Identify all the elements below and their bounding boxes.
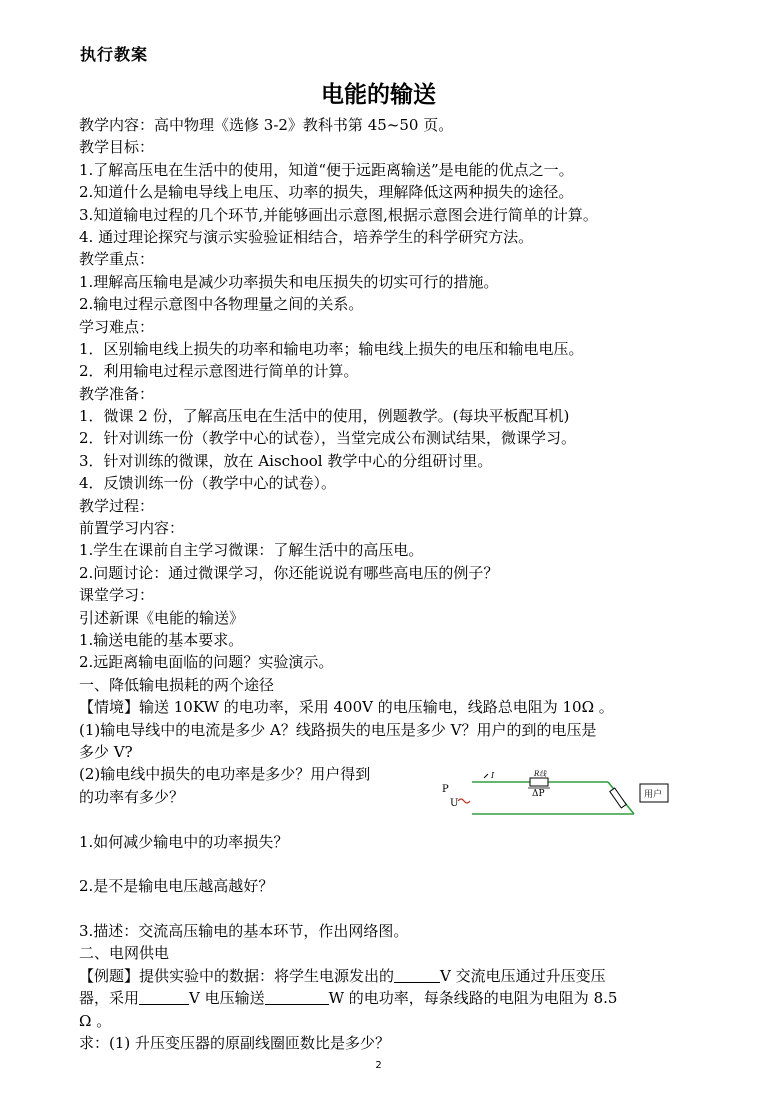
ac-source-icon (458, 799, 470, 803)
text-line: 2.远距离输电面临的问题？实验演示。 (79, 653, 334, 672)
text-line: 引述新课《电能的输送》 (79, 608, 245, 627)
blank-line (265, 989, 329, 1005)
example-question: 求：(1) 升压变压器的原副线圈匝数比是多少？ (79, 1034, 391, 1053)
text-line: (2)输电线中损失的电功率是多少？用户得到 (79, 765, 371, 784)
text-line: 1.输送电能的基本要求。 (79, 630, 244, 649)
text-line: 一、降低输电损耗的两个途径 (79, 675, 275, 694)
page-title: 电能的输送 (321, 82, 436, 108)
example-line-2: 器，采用 V 电压输送 W 的电功率，每条线路的电阻为电阻为 8.5 (79, 989, 618, 1008)
transformer-icon (610, 788, 626, 808)
text-line: 2.输电过程示意图中各物理量之间的关系。 (79, 295, 364, 314)
text-line: 1.学生在课前自主学习微课：了解生活中的高压电。 (79, 541, 424, 560)
example-line-1: 【例题】提供实验中的数据：将学生电源发出的 V 交流电压通过升压变压 (79, 966, 606, 985)
text-line: 4．反馈训练一份（教学中心的试卷）。 (79, 474, 337, 493)
section-heading: 二、电网供电 (79, 944, 170, 963)
current-label: I (491, 771, 495, 780)
green-wires (472, 782, 634, 814)
text-line: 课堂学习： (79, 586, 155, 605)
text-line: 教学目标： (79, 138, 155, 157)
text-line: 1.了解高压电在生活中的使用，知道“便于远距离输送”是电能的优点之一。 (79, 160, 574, 179)
blank-line (394, 967, 440, 983)
text-line: 【情境】输送 10KW 的电功率，采用 400V 的电压输电，线路总电阻为 10Ω 。 (79, 698, 614, 717)
power-label: P (442, 784, 449, 795)
text-line: 前置学习内容： (79, 519, 185, 538)
text-line: 的功率有多少？ (79, 787, 185, 806)
text-line: 3．针对训练的微课，放在 Aischool 教学中心的分组研讨里。 (79, 451, 493, 470)
question-line: 1.如何减少输电中的功率损失？ (79, 832, 289, 851)
line-resistor (530, 778, 548, 786)
text-line: 学习难点： (79, 317, 155, 336)
resistance-label: R线 (534, 770, 547, 778)
example-line-3: Ω 。 (79, 1011, 112, 1030)
text-line: 教学重点： (79, 250, 155, 269)
text-line: 2．利用输电过程示意图进行简单的计算。 (79, 362, 359, 381)
text-line: (1)输电导线中的电流是多少 A？线路损失的电压是多少 V？用户的到的电压是 (79, 720, 597, 739)
text-line: 多少 V? (79, 742, 133, 761)
document-header: 执行教案 (80, 45, 149, 64)
blank-line (139, 989, 189, 1005)
transmission-circuit-diagram (438, 770, 683, 822)
page-number: 2 (375, 1060, 382, 1071)
power-loss-label: ΔP (532, 789, 545, 799)
text-line: 1．微课 2 份，了解高压电在生活中的使用，例题教学。(每块平板配耳机) (79, 407, 570, 426)
question-line: 3.描述：交流高压输电的基本环节，作出网络图。 (79, 922, 409, 941)
text-line: 2.知道什么是输电导线上电压、功率的损失，理解降低这两种损失的途径。 (79, 183, 574, 202)
user-label: 用户 (644, 790, 663, 800)
document-body (79, 114, 679, 1054)
text-line: 教学过程： (79, 496, 155, 515)
text-line: 教学内容：高中物理《选修 3-2》教科书第 45~50 页。 (79, 116, 454, 134)
text-line: 1．区别输电线上损失的功率和输电功率；输电线上损失的电压和输电电压。 (79, 339, 584, 358)
text-line: 2.问题讨论：通过微课学习，你还能说说有哪些高电压的例子？ (79, 563, 499, 582)
current-arrow-tick (484, 774, 488, 778)
question-line: 2.是不是输电电压越高越好？ (79, 877, 274, 896)
text-line: 2．针对训练一份（教学中心的试卷），当堂完成公布测试结果，微课学习。 (79, 429, 577, 448)
text-line: 3.知道输电过程的几个环节,并能够画出示意图,根据示意图会进行简单的计算。 (79, 205, 598, 224)
voltage-label: U (450, 798, 459, 809)
text-line: 教学准备： (79, 384, 155, 403)
text-line: 4. 通过理论探究与演示实验验证相结合，培养学生的科学研究方法。 (79, 227, 534, 246)
text-line: 1.理解高压输电是减少功率损失和电压损失的切实可行的措施。 (79, 272, 499, 291)
